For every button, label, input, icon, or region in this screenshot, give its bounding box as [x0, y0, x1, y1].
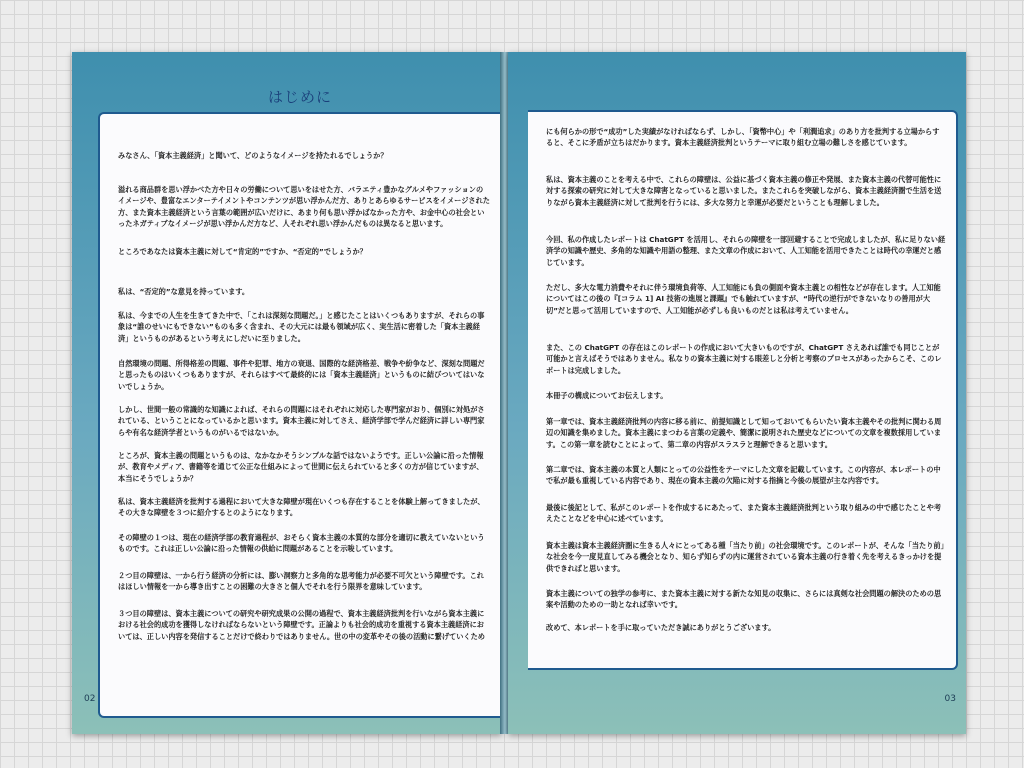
paragraph: 私は、今までの人生を生きてきた中で、「これは深刻な問題だ。」と感じたことはいくつもありますが、それらの事象は“誰のせいにもできない”ものも多く含まれ、その大元には最も領域が広く、実生活に密着した「資本主義経済」というものがあるという考えにしだいに至りました。 [118, 311, 485, 343]
paragraph: 自然環境の問題、所得格差の問題、事件や犯罪、地方の衰退、国際的な経済格差、戦争や紛争など、深刻な問題だと思ったものはいくつもありますが、それらはすべて最終的には「資本主義経済」というものに結びついてはいないでしょうか。 [118, 359, 485, 391]
paragraph: ところが、資本主義の問題というものは、なかなかそうシンプルな話ではないようです。正しい公論に沿った情報が、教育やメディア、書籍等を通じて公正な仕組みによって世間に伝えられていると多くの方が信じていますが、本当にそうでしょうか？ [118, 451, 484, 483]
paragraph: 今回、私の作成したレポートは ChatGPT を活用し、それらの障壁を一部回避することで完成しましたが、私に足りない経済学の知識や歴史、多角的な知識や用語の整理、また文章の作成において、人工知能を活用できたことは時代の幸運だと感じています。 [546, 235, 946, 267]
paragraph: しかし、世間一般の常識的な知識によれば、それらの問題にはそれぞれに対応した専門家がおり、個別に対処がされている、ということになっているかと思います。資本主義に対してさえ、経済学部で学んだ経済に詳しい専門家らや有名な経済学者というものがいるではないか。 [118, 405, 485, 437]
paragraph: ただし、多大な電力消費やそれに伴う環境負荷等、人工知能にも負の側面や資本主義との相性などが存在します。人工知能についてはこの後の『[コラム 1] AI 技術の進展と課題』でも触れていますが、“時代の逆行ができないなりの善用が大切”だと思って活用していますので、人工知能が必ずしも良いものだとは私は考えていません。 [546, 283, 941, 315]
paragraph: 資本主義は資本主義経済圏に生きる人々にとってある種「当たり前」の社会環境です。このレポートが、そんな「当たり前」な社会を今一度見直してみる機会となり、知らず知らずの内に運営されている資本主義の行き着く先を考えるきっかけを提供できればと思います。 [546, 541, 945, 573]
paragraph: 第二章では、資本主義の本質と人類にとっての公益性をテーマにした文章を記載しています。この内容が、本レポートの中で私が最も重視している内容であり、現在の資本主義の欠陥に対する指摘と今後の展望が主な内容です。 [546, 465, 941, 486]
open-booklet [72, 52, 966, 742]
paragraph: 私は、資本主義のことを考える中で、これらの障壁は、公益に基づく資本主義の修正や発展、また資本主義の代替可能性に対する探索の研究に対して大きな障害となっていると思いました。またこれらを突破しながら、資本主義経済圏で生活を送りながら資本主義経済に対して批判を行うには、多大な努力と幸運が必要だということも理解しました。 [546, 175, 942, 207]
paragraph: 溢れる商品群を思い浮かべた方や日々の労働について思いをはせた方、バラエティ豊かなグルメやファッションのイメージや、豊富なエンターテイメントやコンテンツが思い浮かんだ方、ありとあらゆるサービスをイメージされた方、また資本主義経済という言葉の範囲が広いだけに、あまり何も思い浮かばなかった方や、お金中心の社会といったネガティブなイメージが思い浮かんだ方など、人それぞれ思い浮かんだものは異なると思います。 [118, 185, 490, 228]
right-text-panel [528, 110, 958, 670]
paragraph: 最後に後記として、私がこのレポートを作成するにあたって、また資本主義経済批判という取り組みの中で感じたことや考えたことなどを中心に述べています。 [546, 503, 942, 524]
paragraph: 改めて、本レポートを手に取っていただき誠にありがとうございます。 [546, 623, 776, 632]
left-page [72, 52, 502, 734]
paragraph: 資本主義についての独学の参考に、また資本主義に対する新たな知見の収集に、さらには真剣な社会問題の解決のための思案や活動のための一助となれば幸いです。 [546, 589, 942, 610]
paragraph: にも何らかの形で“成功”した実績がなければならず、しかし、「資幣中心」や「利潤追求」のあり方を批判する立場からすると、そこに矛盾が立ちはだかります。資本主義経済批判というテーマに取り組む立場の難しさを感じています。 [546, 127, 940, 148]
left-text-panel [98, 112, 500, 718]
page-number: 03 [944, 694, 956, 704]
paragraph: みなさん、「資本主義経済」と聞いて、どのようなイメージを持たれるでしょうか？ [118, 151, 388, 160]
paragraph: 第一章では、資本主義経済批判の内容に移る前に、前提知識として知っておいてもらいたい資本主義やその批判に関わる周辺の知識を集めました。資本主義にまつわる言葉の定義や、簡潔に説明された歴史などについての文章を複数採用しています。この第一章を読むことによって、第二章の内容がスラスラと理解できると思います。 [546, 417, 942, 449]
page-title: はじめに [268, 88, 333, 106]
paragraph: ３つ目の障壁は、資本主義についての研究や研究成果の公開の過程で、資本主義経済批判を行いながら資本主義における社会的成功を獲得しなければならないという障壁です。正論よりも社会的成功を重視する資本主義経済においては、正しい内容を発信することだけで終わりではありません。世の中の変革やその後の活動に繋げていくため [118, 609, 485, 641]
paragraph: 本冊子の構成についてお伝えします。 [546, 391, 668, 400]
paragraph: ２つ目の障壁は、一から行う経済の分析には、膨い洞察力と多角的な思考能力が必要不可欠という障壁です。これはほしい情報を一から導き出すことの困難の大きさと個人でそれを行う限界を意味しています。 [118, 571, 484, 592]
paragraph: 私は、“否定的”な意見を持っています。 [118, 287, 250, 296]
paragraph: その障壁の１つは、現在の経済学部の教育過程が、おそらく資本主義の本質的な部分を適切に教えていないというものです。これは正しい公論に沿った情報の供給に問題があることを示唆しています。 [118, 533, 485, 554]
paragraph: ところであなたは資本主義に対して“肯定的”ですか、“否定的”でしょうか？ [118, 247, 367, 256]
right-page [508, 52, 966, 734]
page-number: 02 [84, 694, 96, 704]
paragraph: 私は、資本主義経済を批判する過程において大きな障壁が現在いくつも存在することを体験上解ってきましたが、その大きな障壁を３つに紹介するとのようになります。 [118, 497, 485, 518]
paragraph: また、この ChatGPT の存在はこのレポートの作成において大きいものですが、ChatGPT さえあれば誰でも同じことが可能かと言えばそうではありません。私なりの資本主義に対する眼差しと分析と考察のプロセスがあったからこそ、このレポートは完成しました。 [546, 343, 942, 375]
